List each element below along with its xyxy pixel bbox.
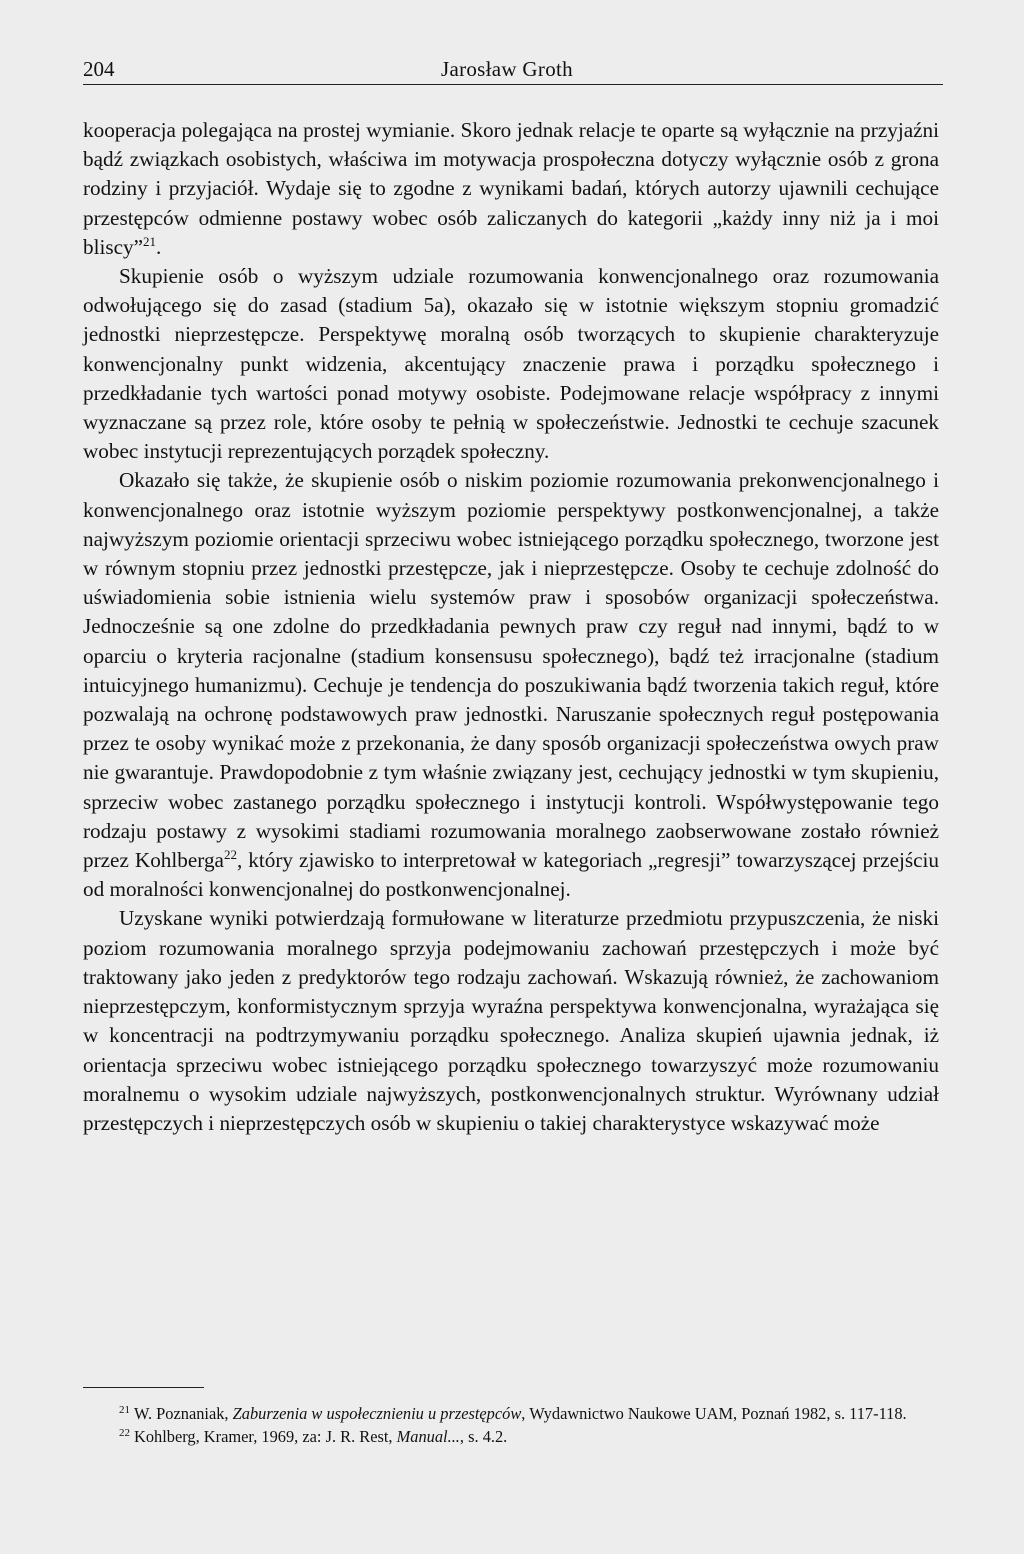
paragraph-1-text: kooperacja polegająca na prostej wymianie. Skoro jednak relacje te oparte są wyłącznie na przyjaźni bądź związkach osobistych, właściwa im motywacja prospołeczna dotyczy wyłącznie osób z grona rodziny i przyjaciół. Wydaje się to zgodne z wynikami badań, których autorzy ujawnili cechujące przestępców odmienne postawy wobec osób zaliczanych do kategorii „każdy inny niż ja i moi bliscy”: [83, 118, 939, 259]
paragraph-3: [83, 466, 939, 904]
footnote-title: Zaburzenia w uspołecznieniu u przestępców: [232, 1404, 522, 1423]
paragraph-4: Uzyskane wyniki potwierdzają formułowane w literaturze przedmiotu przypuszczenia, że niski poziom rozumowania moralnego sprzyja podejmowaniu zachowań przestępczych i może być traktowany jako jeden z predyktorów tego rodzaju zachowań. Wskazują również, że zachowaniom nieprzestępczym, konformistycznym sprzyja wyraźna perspektywa konwencjonalna, wyrażająca się w koncentracji na podtrzymywaniu porządku społecznego. Analiza skupień ujawnia jednak, iż orientacja sprzeciwu wobec istniejącego porządku społecznego towarzyszyć może rozumowaniu moralnemu o wysokim udziale najwyższych, postkonwencjonalnych struktur. Wyrównany udział przestępczych i nieprzestępczych osób w skupieniu o takiej charakterystyce wskazywać może: [83, 906, 939, 1135]
paragraph-3-end: , który zjawisko to interpretował w kategoriach „regresji” towarzyszącej przejściu od moralności konwencjonalnej do postkonwencjonalnej.: [83, 848, 939, 902]
paragraph-3-text: Okazało się także, że skupienie osób o niskim poziomie rozumowania prekonwencjonalnego i konwencjonalnego oraz istotnie wyższym poziomie perspektywy postkonwencjonalnej, a także najwyższym poziomie orientacji sprzeciwu wobec istniejącego porządku społecznego, tworzone jest w równym stopniu przez jednostki przestępcze, jak i nieprzestępcze. Osoby te cechuje zdolność do uświadomienia sobie istnienia wielu systemów praw i sposobów organizacji społeczeństwa. Jednocześnie są one zdolne do przedkładania pewnych praw czy reguł nad innymi, bądź to w oparciu o kryteria racjonalne (stadium konsensusu społecznego), bądź też irracjonalne (stadium intuicyjnego humanizmu). Cechuje je tendencja do poszukiwania bądź tworzenia takich reguł, które pozwalają na ochronę podstawowych praw jednostki. Naruszanie społecznych reguł postępowania przez te osoby wynikać może z przekonania, że dany sposób organizacji społeczeństwa owych praw nie gwarantuje. Prawdopodobnie z tym właśnie związany jest, cechujący jednostki w tym skupieniu, sprzeciw wobec zastanego porządku społecznego i instytucji kontroli. Współwystępowanie tego rodzaju postawy z wysokimi stadiami rozumowania moralnego zaobserwowane zostało również przez Kohlberga: [83, 468, 939, 873]
body-text: [83, 116, 939, 1138]
footnote-text-end: , s. 4.2.: [459, 1426, 508, 1446]
footnote-21: [83, 1403, 939, 1426]
footnotes: [83, 1403, 939, 1448]
running-head: [83, 54, 943, 88]
footnote-title: Manual...: [396, 1426, 460, 1446]
footnote-22: [83, 1426, 939, 1449]
paragraph-1-end: .: [156, 234, 162, 259]
footnote-text-end: , Wydawnictwo Naukowe UAM, Poznań 1982, s. 117-118.: [521, 1404, 907, 1423]
footnote-number: 22: [119, 1426, 130, 1439]
paragraph-2: Skupienie osób o wyższym udziale rozumowania konwencjonalnego oraz rozumowania odwołującego się do zasad (stadium 5a), okazało się w istotnie większym stopniu gromadzić jednostki nieprzestępcze. Perspektywę moralną osób tworzących to skupienie charakteryzuje konwencjonalny punkt widzenia, akcentujący znaczenie prawa i porządku społecznego i przedkładanie tych wartości ponad motywy osobiste. Podejmowane relacje współpracy z innymi wyznaczane są przez role, które osoby te pełnią w społeczeństwie. Jednostki te cechuje szacunek wobec instytucji reprezentujących porządek społeczny.: [83, 264, 939, 464]
footnote-text: Kohlberg, Kramer, 1969, za: J. R. Rest,: [134, 1426, 397, 1446]
page-number: 204: [83, 57, 115, 81]
footnote-number: 21: [119, 1404, 130, 1416]
footnote-text: W. Poznaniak,: [134, 1404, 233, 1423]
paragraph-1: [83, 116, 939, 262]
running-head-author: Jarosław Groth: [441, 57, 573, 81]
header-rule: [83, 84, 943, 85]
footnote-ref-21[interactable]: 21: [143, 233, 157, 249]
footnote-rule: [83, 1387, 204, 1388]
footnote-ref-22[interactable]: 22: [223, 847, 237, 863]
